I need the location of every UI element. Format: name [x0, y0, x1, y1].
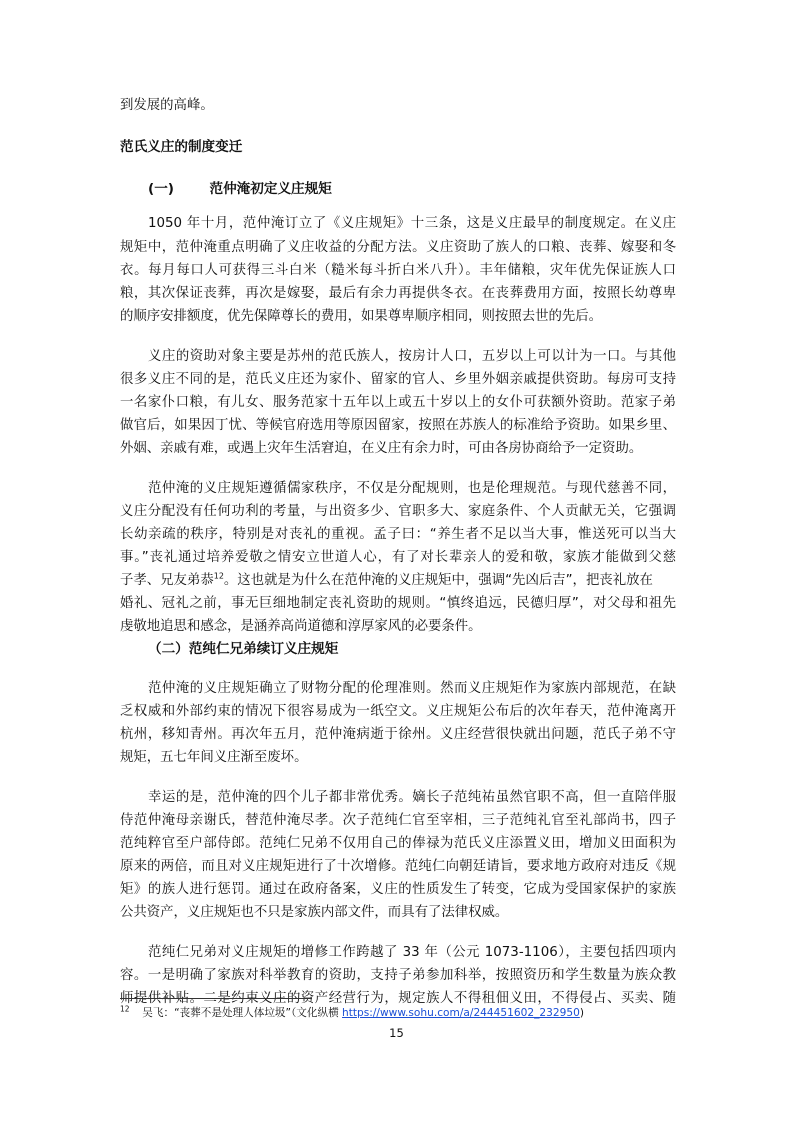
- paragraph-line: 外姻、亲戚有难，或遇上灾年生活窘迫，在义庄有余力时，可由各房协商给予一定资助。: [120, 441, 643, 456]
- subsection-1-number: (一): [148, 181, 175, 197]
- paragraph-line: 范纯粹官至户部侍郎。范纯仁兄弟不仅用自己的俸禄为范氏义庄添置义田，增加义田面积为: [120, 836, 676, 851]
- subsection-1-heading: [148, 180, 668, 198]
- paragraph-line: 一名家仆口粮，有儿女、服务范家十五年以上或五十岁以上的女仆可获额外资助。范家子弟: [120, 395, 676, 410]
- footnote-divider: [120, 998, 312, 999]
- paragraph-line: 长幼亲疏的秩序，特别是对丧礼的重视。孟子曰：“养生者不足以当大事，惟送死可以当大: [120, 527, 676, 542]
- paragraph-line: 矩》的族人进行惩罚。通过在政府备案，义庄的性质发生了转变，它成为受国家保护的家族: [120, 882, 676, 897]
- page-number: 15: [389, 1026, 404, 1040]
- paragraph-line: 范仲淹的义庄规矩确立了财物分配的伦理准则。然而义庄规矩作为家族内部规范，在缺: [148, 681, 676, 696]
- footnote: $^{12}$ 吴飞：“丧葬不是处理人体垃圾”（文化纵横 https://www.sohu.com/a/244451602_232950): [120, 1004, 584, 1019]
- paragraph-line: 范纯仁兄弟对义庄规矩的增修工作跨越了 33 年（公元 1073-1106），主要包括四项内: [148, 945, 676, 960]
- paragraph-line: 师提供补贴。二是约束义庄的资产经营行为，规定族人不得租佃义田，不得侵占、买卖、随: [120, 991, 676, 1006]
- paragraph-line: 幸运的是，范仲淹的四个儿子都非常优秀。嫡长子范纯祐虽然官职不高，但一直陪伴服: [148, 790, 676, 805]
- paragraph-line: 衣。每月每口人可获得三斗白米（糙米每斗折白米八升）。丰年储粮，灾年优先保证族人口: [120, 263, 676, 278]
- paragraph-line: 1050 年十月，范仲淹订立了《义庄规矩》十三条，这是义庄最早的制度规定。在义庄: [148, 216, 676, 231]
- paragraph-line: 原来的两倍，而且对义庄规矩进行了十次增修。范纯仁向朝廷请旨，要求地方政府对违反《规: [120, 859, 676, 874]
- subsection-1-title: 范仲淹初定义庄规矩: [209, 181, 332, 197]
- subsection-2-heading: （二）范纯仁兄弟续订义庄规矩: [148, 641, 339, 657]
- paragraph-line: 乏权威和外部约束的情况下很容易成为一纸空文。义庄规矩公布后的次年春天，范仲淹离开: [120, 704, 676, 719]
- paragraph-line: 规矩，五七年间义庄渐至废坏。: [120, 750, 308, 765]
- section-title: 范氏义庄的制度变迁: [120, 139, 243, 155]
- paragraph-line: 婚礼、冠礼之前，事无巨细地制定丧礼资助的规则。“慎终追远，民德归厚”，对父母和祖先: [120, 596, 676, 611]
- paragraph-line: 杭州，移知青州。再次年五月，范仲淹病逝于徐州。义庄经营很快就出问题，范氏子弟不守: [120, 727, 676, 742]
- paragraph-line: 做官后，如果因丁忧、等候官府选用等原因留家，按照在苏族人的标准给予资助。如果乡里、: [120, 418, 676, 433]
- footnote-ref[interactable]: 12: [213, 572, 224, 581]
- footnote-link[interactable]: https://www.sohu.com/a/244451602_232950: [342, 1007, 580, 1019]
- paragraph-line: 的顺序安排额度，优先保障尊长的费用，如果尊卑顺序相同，则按照去世的先后。: [120, 309, 603, 324]
- paragraph-line: 粮，其次保证丧葬，再次是嫁娶，最后有余力再提供冬衣。在丧葬费用方面，按照长幼尊卑: [120, 286, 676, 301]
- paragraph-line: 侍范仲淹母亲谢氏，替范仲淹尽孝。次子范纯仁官至宰相，三子范纯礼官至礼部尚书，四子: [120, 813, 676, 828]
- paragraph-line: 义庄的资助对象主要是苏州的范氏族人，按房计人口，五岁以上可以计为一口。与其他: [148, 349, 676, 364]
- footnote-number: 12: [120, 1004, 130, 1014]
- paragraph-line: 很多义庄不同的是，范氏义庄还为家仆、留家的官人、乡里外姻亲戚提供资助。每房可支持: [120, 372, 676, 387]
- footnote-text: 吴飞：“丧葬不是处理人体垃圾”（文化纵横: [142, 1007, 343, 1019]
- paragraph-line: 公共资产，义庄规矩也不只是家族内部文件，而具有了法律权威。: [120, 905, 509, 920]
- paragraph-line: 容。一是明确了家族对科举教育的资助，支持子弟参加科举，按照资历和学生数量为族众教: [120, 968, 676, 983]
- intro-tail: 到发展的高峰。: [120, 98, 214, 113]
- paragraph-line: 虔敬地追思和感念，是涵养高尚道德和淳厚家风的必要条件。: [120, 619, 482, 634]
- paragraph-line: 子孝、兄友弟恭$^{12}$。这也就是为什么在范仲淹的义庄规矩中，强调“先凶后吉”，把丧礼放在: [120, 572, 653, 588]
- paragraph-line: 义庄分配没有任何功利的考量，与出资多少、官职多大、家庭条件、个人贡献无关，它强调: [120, 504, 676, 519]
- paragraph-line: 事。”丧礼通过培养爱敬之情安立世道人心，有了对长辈亲人的爱和敬，家族才能做到父慈: [120, 550, 676, 565]
- paragraph-line: 规矩中，范仲淹重点明确了义庄收益的分配方法。义庄资助了族人的口粮、丧葬、嫁娶和冬: [120, 240, 676, 255]
- paragraph-line: 范仲淹的义庄规矩遵循儒家秩序，不仅是分配规则，也是伦理规范。与现代慈善不同，: [148, 481, 676, 496]
